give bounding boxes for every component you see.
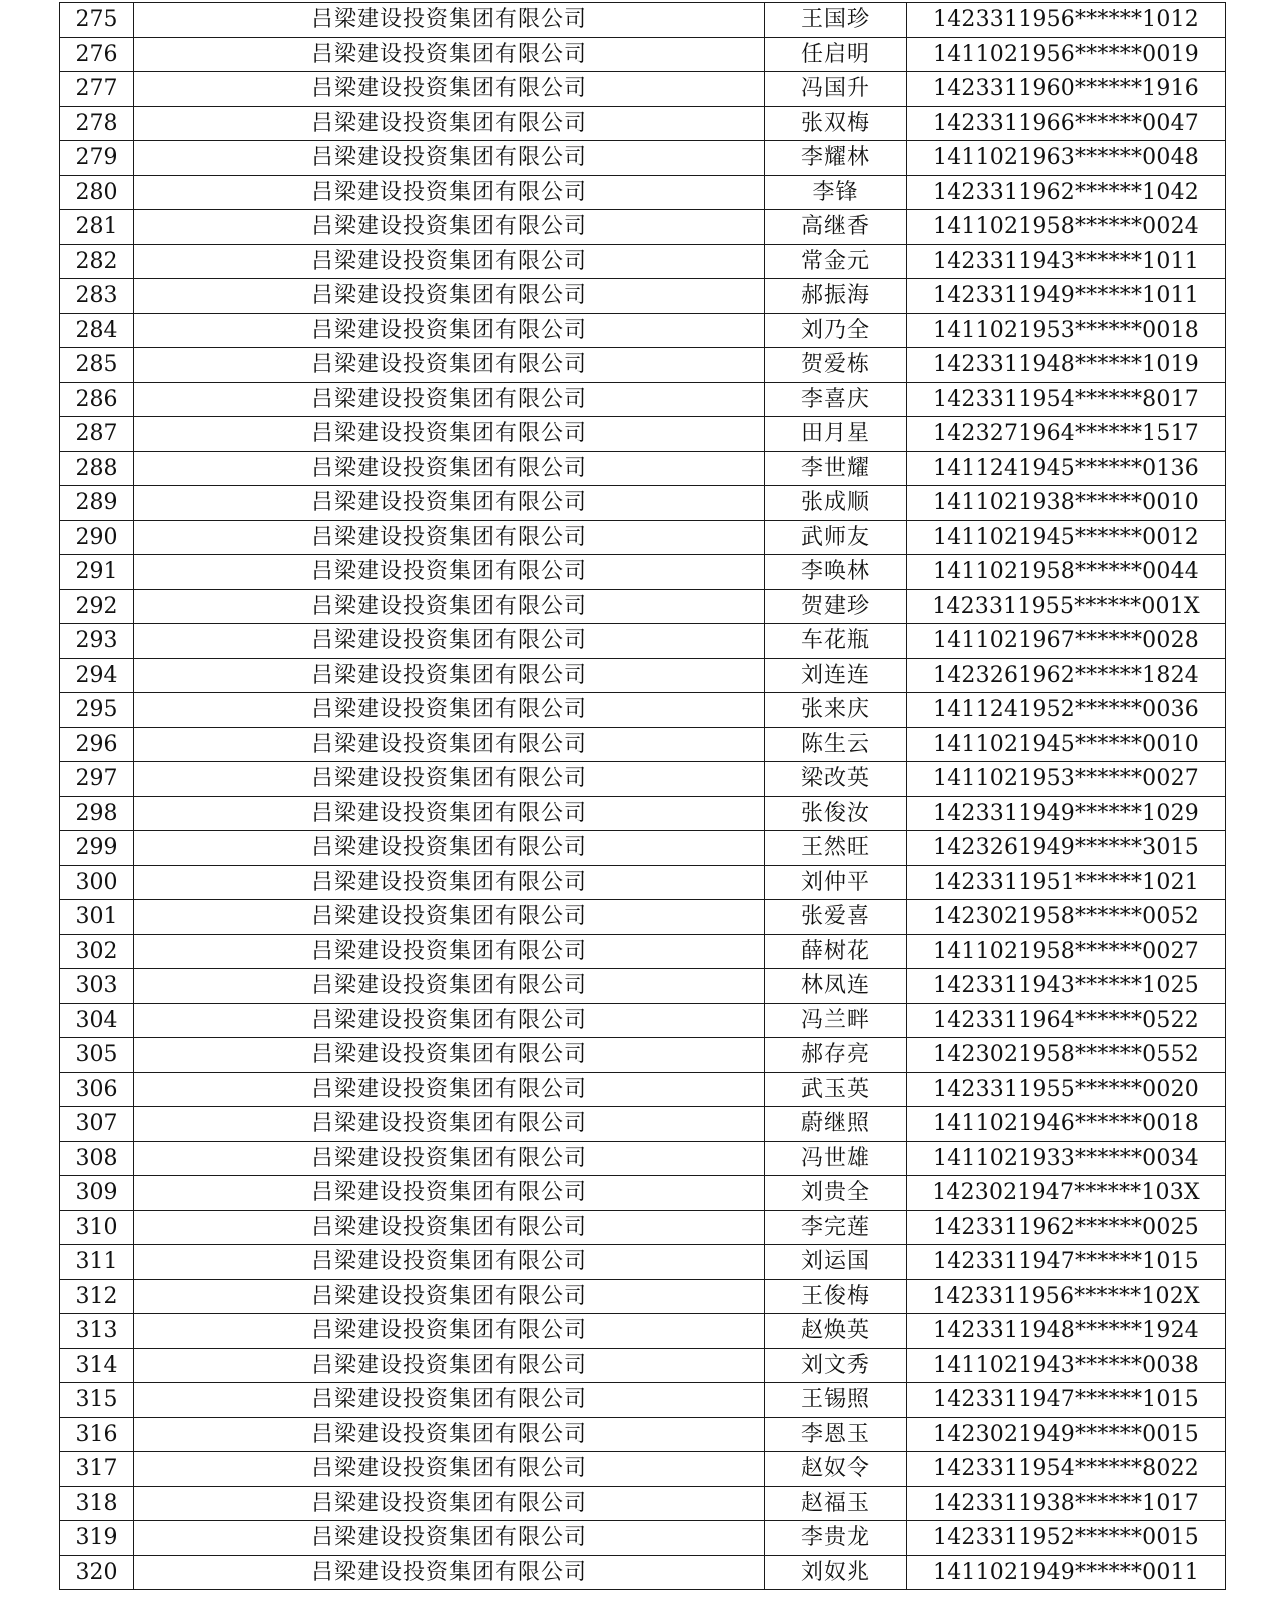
person-name: 李恩玉	[765, 1417, 907, 1452]
person-name: 李喜庆	[765, 382, 907, 417]
row-number: 275	[60, 3, 134, 38]
company-name: 吕梁建设投资集团有限公司	[134, 141, 765, 176]
id-number: 1423311948******1019	[907, 348, 1226, 383]
person-name: 林凤连	[765, 969, 907, 1004]
table-row	[60, 1072, 1226, 1107]
person-name: 冯兰畔	[765, 1003, 907, 1038]
row-number: 311	[60, 1245, 134, 1280]
id-number: 1411241945******0136	[907, 451, 1226, 486]
id-number: 1423311966******0047	[907, 106, 1226, 141]
id-number: 1423261949******3015	[907, 831, 1226, 866]
row-number: 301	[60, 900, 134, 935]
table-row	[60, 1486, 1226, 1521]
id-number: 1423311964******0522	[907, 1003, 1226, 1038]
table-row	[60, 796, 1226, 831]
row-number: 313	[60, 1314, 134, 1349]
id-number: 1411021953******0027	[907, 762, 1226, 797]
person-name: 冯世雄	[765, 1141, 907, 1176]
row-number: 320	[60, 1555, 134, 1590]
person-name: 高继香	[765, 210, 907, 245]
company-name: 吕梁建设投资集团有限公司	[134, 969, 765, 1004]
row-number: 295	[60, 693, 134, 728]
company-name: 吕梁建设投资集团有限公司	[134, 1072, 765, 1107]
id-number: 1411021933******0034	[907, 1141, 1226, 1176]
id-number: 1411021958******0027	[907, 934, 1226, 969]
person-name: 郝振海	[765, 279, 907, 314]
table-row	[60, 693, 1226, 728]
person-name: 田月星	[765, 417, 907, 452]
row-number: 288	[60, 451, 134, 486]
id-number: 1423311956******102X	[907, 1279, 1226, 1314]
person-name: 王然旺	[765, 831, 907, 866]
id-number: 1411241952******0036	[907, 693, 1226, 728]
company-name: 吕梁建设投资集团有限公司	[134, 796, 765, 831]
row-number: 281	[60, 210, 134, 245]
company-name: 吕梁建设投资集团有限公司	[134, 1279, 765, 1314]
company-name: 吕梁建设投资集团有限公司	[134, 1176, 765, 1211]
row-number: 310	[60, 1210, 134, 1245]
company-name: 吕梁建设投资集团有限公司	[134, 348, 765, 383]
person-name: 任启明	[765, 37, 907, 72]
table-row	[60, 486, 1226, 521]
row-number: 291	[60, 555, 134, 590]
person-name: 王国珍	[765, 3, 907, 38]
id-number: 1411021958******0044	[907, 555, 1226, 590]
company-name: 吕梁建设投资集团有限公司	[134, 555, 765, 590]
row-number: 316	[60, 1417, 134, 1452]
roster-table	[59, 2, 1226, 1590]
table-row	[60, 210, 1226, 245]
row-number: 315	[60, 1383, 134, 1418]
row-number: 284	[60, 313, 134, 348]
row-number: 276	[60, 37, 134, 72]
company-name: 吕梁建设投资集团有限公司	[134, 762, 765, 797]
id-number: 1423261962******1824	[907, 658, 1226, 693]
id-number: 1423311955******001X	[907, 589, 1226, 624]
id-number: 1423311947******1015	[907, 1245, 1226, 1280]
table-row	[60, 1521, 1226, 1556]
company-name: 吕梁建设投资集团有限公司	[134, 417, 765, 452]
company-name: 吕梁建设投资集团有限公司	[134, 658, 765, 693]
person-name: 贺爱栋	[765, 348, 907, 383]
company-name: 吕梁建设投资集团有限公司	[134, 1348, 765, 1383]
id-number: 1423311948******1924	[907, 1314, 1226, 1349]
row-number: 279	[60, 141, 134, 176]
table-row	[60, 934, 1226, 969]
company-name: 吕梁建设投资集团有限公司	[134, 865, 765, 900]
person-name: 张双梅	[765, 106, 907, 141]
table-row	[60, 831, 1226, 866]
company-name: 吕梁建设投资集团有限公司	[134, 1003, 765, 1038]
row-number: 292	[60, 589, 134, 624]
table-row	[60, 382, 1226, 417]
id-number: 1423311954******8022	[907, 1452, 1226, 1487]
table-row	[60, 900, 1226, 935]
company-name: 吕梁建设投资集团有限公司	[134, 1486, 765, 1521]
person-name: 王锡照	[765, 1383, 907, 1418]
id-number: 1423311955******0020	[907, 1072, 1226, 1107]
row-number: 319	[60, 1521, 134, 1556]
table-row	[60, 348, 1226, 383]
person-name: 刘乃全	[765, 313, 907, 348]
table-row	[60, 1348, 1226, 1383]
company-name: 吕梁建设投资集团有限公司	[134, 1417, 765, 1452]
company-name: 吕梁建设投资集团有限公司	[134, 727, 765, 762]
company-name: 吕梁建设投资集团有限公司	[134, 1210, 765, 1245]
id-number: 1411021967******0028	[907, 624, 1226, 659]
id-number: 1423311943******1011	[907, 244, 1226, 279]
company-name: 吕梁建设投资集团有限公司	[134, 1452, 765, 1487]
company-name: 吕梁建设投资集团有限公司	[134, 37, 765, 72]
id-number: 1423021947******103X	[907, 1176, 1226, 1211]
row-number: 302	[60, 934, 134, 969]
table-row	[60, 175, 1226, 210]
company-name: 吕梁建设投资集团有限公司	[134, 1555, 765, 1590]
id-number: 1423311951******1021	[907, 865, 1226, 900]
person-name: 郝存亮	[765, 1038, 907, 1073]
person-name: 陈生云	[765, 727, 907, 762]
person-name: 刘仲平	[765, 865, 907, 900]
company-name: 吕梁建设投资集团有限公司	[134, 589, 765, 624]
table-row	[60, 969, 1226, 1004]
person-name: 贺建珍	[765, 589, 907, 624]
row-number: 289	[60, 486, 134, 521]
row-number: 296	[60, 727, 134, 762]
company-name: 吕梁建设投资集团有限公司	[134, 313, 765, 348]
row-number: 299	[60, 831, 134, 866]
company-name: 吕梁建设投资集团有限公司	[134, 900, 765, 935]
table-row	[60, 1176, 1226, 1211]
table-row	[60, 244, 1226, 279]
table-row	[60, 1107, 1226, 1142]
row-number: 285	[60, 348, 134, 383]
id-number: 1411021953******0018	[907, 313, 1226, 348]
table-row	[60, 624, 1226, 659]
id-number: 1423311952******0015	[907, 1521, 1226, 1556]
table-row	[60, 451, 1226, 486]
table-row	[60, 555, 1226, 590]
row-number: 318	[60, 1486, 134, 1521]
row-number: 297	[60, 762, 134, 797]
person-name: 李完莲	[765, 1210, 907, 1245]
table-row	[60, 1245, 1226, 1280]
company-name: 吕梁建设投资集团有限公司	[134, 3, 765, 38]
person-name: 赵焕英	[765, 1314, 907, 1349]
row-number: 306	[60, 1072, 134, 1107]
person-name: 张俊汝	[765, 796, 907, 831]
table-row	[60, 1038, 1226, 1073]
company-name: 吕梁建设投资集团有限公司	[134, 210, 765, 245]
id-number: 1423311949******1011	[907, 279, 1226, 314]
row-number: 308	[60, 1141, 134, 1176]
row-number: 286	[60, 382, 134, 417]
company-name: 吕梁建设投资集团有限公司	[134, 244, 765, 279]
id-number: 1423311954******8017	[907, 382, 1226, 417]
person-name: 赵奴令	[765, 1452, 907, 1487]
table-row	[60, 865, 1226, 900]
person-name: 武玉英	[765, 1072, 907, 1107]
company-name: 吕梁建设投资集团有限公司	[134, 1383, 765, 1418]
person-name: 刘奴兆	[765, 1555, 907, 1590]
person-name: 刘连连	[765, 658, 907, 693]
id-number: 1411021958******0024	[907, 210, 1226, 245]
id-number: 1423021958******0052	[907, 900, 1226, 935]
table-row	[60, 279, 1226, 314]
person-name: 赵福玉	[765, 1486, 907, 1521]
person-name: 李耀林	[765, 141, 907, 176]
person-name: 刘运国	[765, 1245, 907, 1280]
person-name: 张成顺	[765, 486, 907, 521]
id-number: 1411021963******0048	[907, 141, 1226, 176]
id-number: 1411021943******0038	[907, 1348, 1226, 1383]
company-name: 吕梁建设投资集团有限公司	[134, 451, 765, 486]
id-number: 1423311962******1042	[907, 175, 1226, 210]
company-name: 吕梁建设投资集团有限公司	[134, 520, 765, 555]
company-name: 吕梁建设投资集团有限公司	[134, 693, 765, 728]
row-number: 290	[60, 520, 134, 555]
table-row	[60, 658, 1226, 693]
id-number: 1423021949******0015	[907, 1417, 1226, 1452]
company-name: 吕梁建设投资集团有限公司	[134, 1107, 765, 1142]
person-name: 刘文秀	[765, 1348, 907, 1383]
table-row	[60, 1279, 1226, 1314]
company-name: 吕梁建设投资集团有限公司	[134, 1038, 765, 1073]
row-number: 278	[60, 106, 134, 141]
table-row	[60, 1141, 1226, 1176]
roster-body	[60, 3, 1226, 1590]
person-name: 李锋	[765, 175, 907, 210]
id-number: 1411021945******0012	[907, 520, 1226, 555]
row-number: 280	[60, 175, 134, 210]
person-name: 李贵龙	[765, 1521, 907, 1556]
company-name: 吕梁建设投资集团有限公司	[134, 831, 765, 866]
company-name: 吕梁建设投资集团有限公司	[134, 106, 765, 141]
table-row	[60, 589, 1226, 624]
table-row	[60, 106, 1226, 141]
company-name: 吕梁建设投资集团有限公司	[134, 175, 765, 210]
table-row	[60, 520, 1226, 555]
table-row	[60, 1314, 1226, 1349]
row-number: 309	[60, 1176, 134, 1211]
company-name: 吕梁建设投资集团有限公司	[134, 934, 765, 969]
person-name: 冯国升	[765, 72, 907, 107]
table-row	[60, 727, 1226, 762]
person-name: 车花瓶	[765, 624, 907, 659]
table-row	[60, 141, 1226, 176]
id-number: 1423311947******1015	[907, 1383, 1226, 1418]
person-name: 蔚继照	[765, 1107, 907, 1142]
id-number: 1411021949******0011	[907, 1555, 1226, 1590]
person-name: 武师友	[765, 520, 907, 555]
table-row	[60, 1210, 1226, 1245]
company-name: 吕梁建设投资集团有限公司	[134, 382, 765, 417]
company-name: 吕梁建设投资集团有限公司	[134, 72, 765, 107]
person-name: 张来庆	[765, 693, 907, 728]
person-name: 李唤林	[765, 555, 907, 590]
row-number: 303	[60, 969, 134, 1004]
id-number: 1423311949******1029	[907, 796, 1226, 831]
person-name: 王俊梅	[765, 1279, 907, 1314]
row-number: 304	[60, 1003, 134, 1038]
id-number: 1423311960******1916	[907, 72, 1226, 107]
table-row	[60, 417, 1226, 452]
id-number: 1423311938******1017	[907, 1486, 1226, 1521]
table-row	[60, 1452, 1226, 1487]
table-row	[60, 1417, 1226, 1452]
table-row	[60, 72, 1226, 107]
table-row	[60, 37, 1226, 72]
table-row	[60, 1003, 1226, 1038]
row-number: 300	[60, 865, 134, 900]
row-number: 317	[60, 1452, 134, 1487]
id-number: 1411021945******0010	[907, 727, 1226, 762]
company-name: 吕梁建设投资集团有限公司	[134, 1314, 765, 1349]
id-number: 1411021956******0019	[907, 37, 1226, 72]
row-number: 314	[60, 1348, 134, 1383]
table-row	[60, 1383, 1226, 1418]
row-number: 307	[60, 1107, 134, 1142]
person-name: 张爱喜	[765, 900, 907, 935]
row-number: 283	[60, 279, 134, 314]
row-number: 305	[60, 1038, 134, 1073]
table-row	[60, 3, 1226, 38]
id-number: 1423311943******1025	[907, 969, 1226, 1004]
row-number: 277	[60, 72, 134, 107]
person-name: 常金元	[765, 244, 907, 279]
row-number: 287	[60, 417, 134, 452]
id-number: 1423021958******0552	[907, 1038, 1226, 1073]
company-name: 吕梁建设投资集团有限公司	[134, 279, 765, 314]
company-name: 吕梁建设投资集团有限公司	[134, 1521, 765, 1556]
table-row	[60, 1555, 1226, 1590]
person-name: 李世耀	[765, 451, 907, 486]
company-name: 吕梁建设投资集团有限公司	[134, 486, 765, 521]
table-row	[60, 762, 1226, 797]
person-name: 梁改英	[765, 762, 907, 797]
row-number: 298	[60, 796, 134, 831]
table-row	[60, 313, 1226, 348]
id-number: 1423271964******1517	[907, 417, 1226, 452]
company-name: 吕梁建设投资集团有限公司	[134, 1141, 765, 1176]
row-number: 312	[60, 1279, 134, 1314]
company-name: 吕梁建设投资集团有限公司	[134, 1245, 765, 1280]
row-number: 293	[60, 624, 134, 659]
company-name: 吕梁建设投资集团有限公司	[134, 624, 765, 659]
id-number: 1411021938******0010	[907, 486, 1226, 521]
row-number: 282	[60, 244, 134, 279]
person-name: 刘贵全	[765, 1176, 907, 1211]
id-number: 1423311962******0025	[907, 1210, 1226, 1245]
id-number: 1423311956******1012	[907, 3, 1226, 38]
person-name: 薛树花	[765, 934, 907, 969]
row-number: 294	[60, 658, 134, 693]
id-number: 1411021946******0018	[907, 1107, 1226, 1142]
